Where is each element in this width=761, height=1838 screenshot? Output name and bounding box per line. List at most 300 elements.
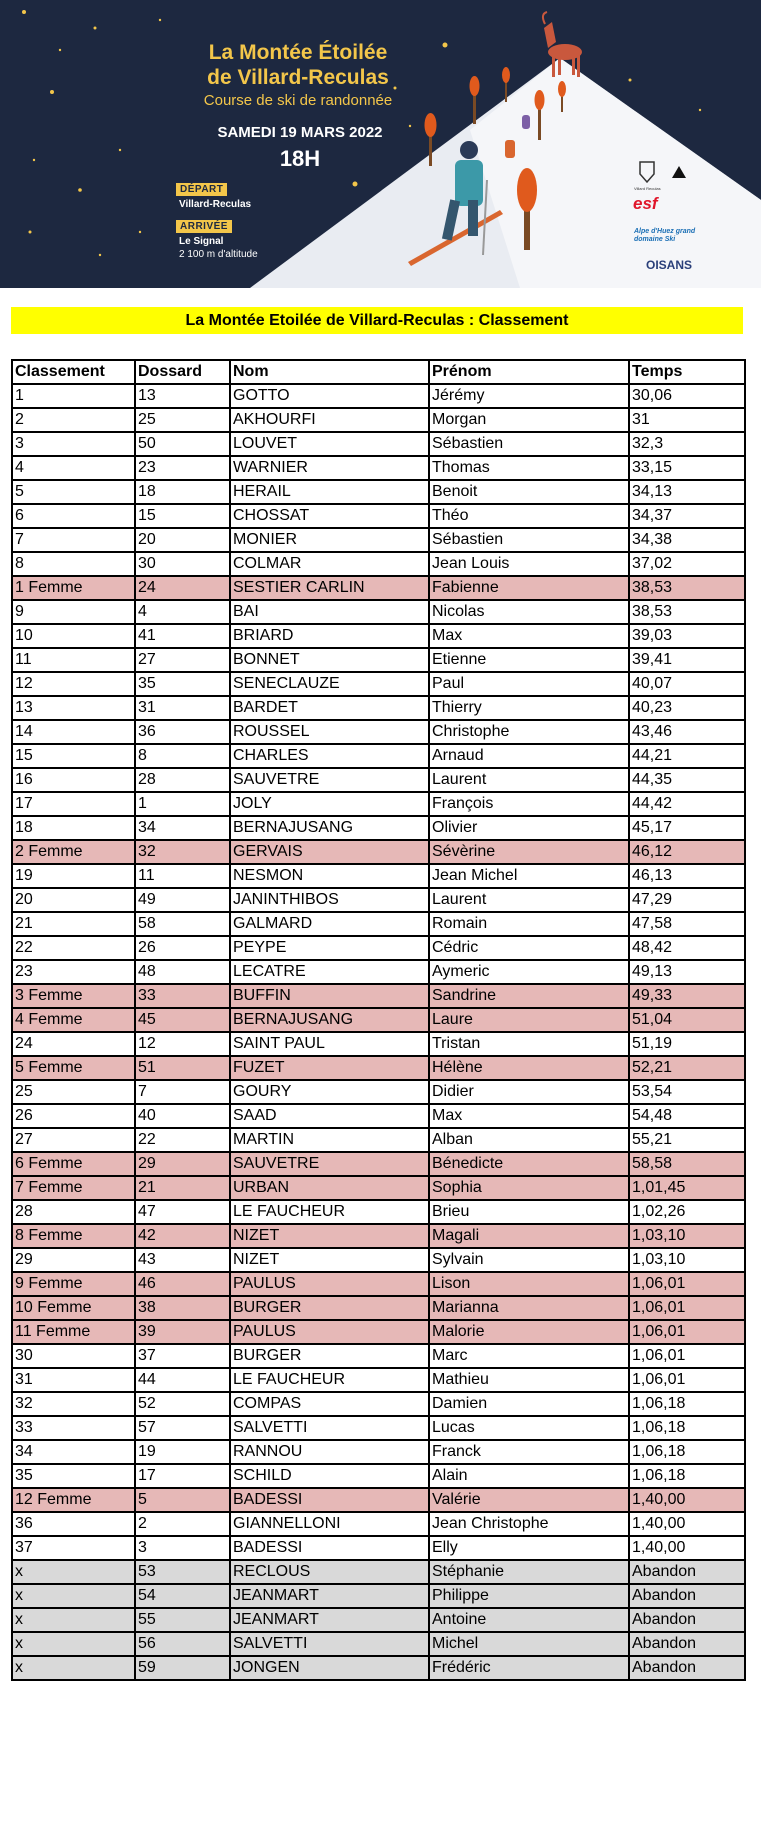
cell-nom: SAUVETRE bbox=[230, 1152, 429, 1176]
cell-classement: 2 bbox=[12, 408, 135, 432]
cell-dossard: 3 bbox=[135, 1536, 230, 1560]
cell-dossard: 23 bbox=[135, 456, 230, 480]
cell-dossard: 2 bbox=[135, 1512, 230, 1536]
cell-prenom: Morgan bbox=[429, 408, 629, 432]
cell-classement: 31 bbox=[12, 1368, 135, 1392]
cell-classement: 22 bbox=[12, 936, 135, 960]
results-table bbox=[11, 359, 746, 1681]
cell-temps: 1,03,10 bbox=[629, 1248, 745, 1272]
cell-temps: 1,06,01 bbox=[629, 1272, 745, 1296]
cell-dossard: 37 bbox=[135, 1344, 230, 1368]
cell-classement: 7 bbox=[12, 528, 135, 552]
table-row bbox=[12, 816, 745, 840]
cell-prenom: Stéphanie bbox=[429, 1560, 629, 1584]
cell-temps: 47,29 bbox=[629, 888, 745, 912]
cell-prenom: Laurent bbox=[429, 768, 629, 792]
villard-reculas-logo bbox=[634, 160, 694, 186]
banner-title-line2: de Villard-Reculas bbox=[207, 66, 389, 89]
cell-dossard: 42 bbox=[135, 1224, 230, 1248]
cell-prenom: Jean Michel bbox=[429, 864, 629, 888]
cell-nom: JOLY bbox=[230, 792, 429, 816]
cell-nom: JONGEN bbox=[230, 1656, 429, 1680]
cell-prenom: Tristan bbox=[429, 1032, 629, 1056]
cell-classement: 6 bbox=[12, 504, 135, 528]
cell-nom: GOURY bbox=[230, 1080, 429, 1104]
cell-prenom: Jean Christophe bbox=[429, 1512, 629, 1536]
table-row bbox=[12, 792, 745, 816]
cell-dossard: 1 bbox=[135, 792, 230, 816]
cell-dossard: 19 bbox=[135, 1440, 230, 1464]
cell-dossard: 29 bbox=[135, 1152, 230, 1176]
cell-prenom: Olivier bbox=[429, 816, 629, 840]
cell-prenom: Sylvain bbox=[429, 1248, 629, 1272]
cell-prenom: Paul bbox=[429, 672, 629, 696]
cell-temps: 1,06,18 bbox=[629, 1416, 745, 1440]
table-row bbox=[12, 1488, 745, 1512]
cell-nom: PEYPE bbox=[230, 936, 429, 960]
sponsor-villard-label: Villard Reculas bbox=[634, 186, 661, 191]
table-row bbox=[12, 744, 745, 768]
cell-nom: GALMARD bbox=[230, 912, 429, 936]
cell-nom: BERNAJUSANG bbox=[230, 1008, 429, 1032]
table-row bbox=[12, 1224, 745, 1248]
cell-nom: NESMON bbox=[230, 864, 429, 888]
table-row bbox=[12, 912, 745, 936]
cell-classement: 8 Femme bbox=[12, 1224, 135, 1248]
cell-classement: 3 Femme bbox=[12, 984, 135, 1008]
cell-prenom: Théo bbox=[429, 504, 629, 528]
cell-nom: NIZET bbox=[230, 1248, 429, 1272]
table-row bbox=[12, 888, 745, 912]
cell-dossard: 46 bbox=[135, 1272, 230, 1296]
cell-temps: 1,06,18 bbox=[629, 1392, 745, 1416]
cell-dossard: 7 bbox=[135, 1080, 230, 1104]
cell-prenom: Frédéric bbox=[429, 1656, 629, 1680]
table-row bbox=[12, 1512, 745, 1536]
cell-dossard: 30 bbox=[135, 552, 230, 576]
cell-dossard: 49 bbox=[135, 888, 230, 912]
cell-classement: 15 bbox=[12, 744, 135, 768]
cell-classement: 9 Femme bbox=[12, 1272, 135, 1296]
cell-prenom: Fabienne bbox=[429, 576, 629, 600]
cell-temps: 37,02 bbox=[629, 552, 745, 576]
cell-prenom: Romain bbox=[429, 912, 629, 936]
header-prenom: Prénom bbox=[429, 360, 629, 384]
cell-dossard: 13 bbox=[135, 384, 230, 408]
cell-classement: 4 bbox=[12, 456, 135, 480]
cell-classement: 9 bbox=[12, 600, 135, 624]
cell-dossard: 59 bbox=[135, 1656, 230, 1680]
cell-nom: RECLOUS bbox=[230, 1560, 429, 1584]
cell-classement: 25 bbox=[12, 1080, 135, 1104]
cell-temps: Abandon bbox=[629, 1584, 745, 1608]
cell-dossard: 5 bbox=[135, 1488, 230, 1512]
cell-prenom: Arnaud bbox=[429, 744, 629, 768]
cell-dossard: 20 bbox=[135, 528, 230, 552]
cell-temps: 38,53 bbox=[629, 600, 745, 624]
cell-prenom: Philippe bbox=[429, 1584, 629, 1608]
cell-temps: 40,07 bbox=[629, 672, 745, 696]
cell-classement: 33 bbox=[12, 1416, 135, 1440]
cell-dossard: 40 bbox=[135, 1104, 230, 1128]
cell-nom: ROUSSEL bbox=[230, 720, 429, 744]
cell-prenom: Michel bbox=[429, 1632, 629, 1656]
cell-classement: 1 Femme bbox=[12, 576, 135, 600]
cell-dossard: 56 bbox=[135, 1632, 230, 1656]
cell-temps: 43,46 bbox=[629, 720, 745, 744]
cell-temps: 32,3 bbox=[629, 432, 745, 456]
arrivee-place: Le Signal bbox=[179, 236, 224, 247]
table-row bbox=[12, 720, 745, 744]
cell-nom: BURGER bbox=[230, 1296, 429, 1320]
cell-temps: 1,03,10 bbox=[629, 1224, 745, 1248]
table-row bbox=[12, 456, 745, 480]
table-row bbox=[12, 1032, 745, 1056]
cell-classement: x bbox=[12, 1656, 135, 1680]
cell-temps: 1,01,45 bbox=[629, 1176, 745, 1200]
cell-nom: PAULUS bbox=[230, 1272, 429, 1296]
cell-nom: JANINTHIBOS bbox=[230, 888, 429, 912]
cell-dossard: 38 bbox=[135, 1296, 230, 1320]
cell-prenom: Max bbox=[429, 1104, 629, 1128]
banner-title-line1: La Montée Étoilée bbox=[208, 41, 388, 64]
cell-classement: 16 bbox=[12, 768, 135, 792]
cell-dossard: 32 bbox=[135, 840, 230, 864]
esf-logo: esf bbox=[633, 194, 658, 213]
cell-temps: 1,40,00 bbox=[629, 1536, 745, 1560]
cell-prenom: Sébastien bbox=[429, 528, 629, 552]
cell-nom: LOUVET bbox=[230, 432, 429, 456]
cell-nom: SALVETTI bbox=[230, 1632, 429, 1656]
cell-nom: BERNAJUSANG bbox=[230, 816, 429, 840]
cell-classement: 26 bbox=[12, 1104, 135, 1128]
cell-nom: GOTTO bbox=[230, 384, 429, 408]
cell-temps: 40,23 bbox=[629, 696, 745, 720]
cell-dossard: 17 bbox=[135, 1464, 230, 1488]
cell-prenom: Jean Louis bbox=[429, 552, 629, 576]
cell-prenom: Thomas bbox=[429, 456, 629, 480]
cell-dossard: 36 bbox=[135, 720, 230, 744]
banner-date: SAMEDI 19 MARS 2022 bbox=[217, 124, 383, 141]
cell-temps: 39,41 bbox=[629, 648, 745, 672]
cell-nom: GERVAIS bbox=[230, 840, 429, 864]
cell-temps: 55,21 bbox=[629, 1128, 745, 1152]
table-row bbox=[12, 1128, 745, 1152]
cell-nom: MONIER bbox=[230, 528, 429, 552]
cell-temps: 51,04 bbox=[629, 1008, 745, 1032]
cell-nom: BADESSI bbox=[230, 1488, 429, 1512]
cell-dossard: 51 bbox=[135, 1056, 230, 1080]
banner-subtitle: Course de ski de randonnée bbox=[203, 92, 393, 109]
cell-temps: 38,53 bbox=[629, 576, 745, 600]
cell-nom: JEANMART bbox=[230, 1608, 429, 1632]
cell-classement: 7 Femme bbox=[12, 1176, 135, 1200]
cell-classement: 17 bbox=[12, 792, 135, 816]
table-row bbox=[12, 1368, 745, 1392]
table-row bbox=[12, 1104, 745, 1128]
cell-temps: 44,35 bbox=[629, 768, 745, 792]
cell-dossard: 45 bbox=[135, 1008, 230, 1032]
oisans-logo: OISANS bbox=[646, 258, 693, 272]
table-row bbox=[12, 1536, 745, 1560]
cell-classement: 4 Femme bbox=[12, 1008, 135, 1032]
table-row bbox=[12, 1008, 745, 1032]
results-body bbox=[12, 384, 745, 1680]
cell-temps: 1,06,18 bbox=[629, 1440, 745, 1464]
cell-classement: 8 bbox=[12, 552, 135, 576]
table-row bbox=[12, 480, 745, 504]
cell-temps: 1,06,01 bbox=[629, 1320, 745, 1344]
cell-dossard: 58 bbox=[135, 912, 230, 936]
table-row bbox=[12, 1632, 745, 1656]
cell-dossard: 8 bbox=[135, 744, 230, 768]
cell-dossard: 33 bbox=[135, 984, 230, 1008]
cell-classement: 37 bbox=[12, 1536, 135, 1560]
cell-classement: 27 bbox=[12, 1128, 135, 1152]
cell-dossard: 27 bbox=[135, 648, 230, 672]
cell-prenom: Benoit bbox=[429, 480, 629, 504]
table-row bbox=[12, 1176, 745, 1200]
cell-prenom: Hélène bbox=[429, 1056, 629, 1080]
cell-temps: 46,12 bbox=[629, 840, 745, 864]
cell-prenom: Damien bbox=[429, 1392, 629, 1416]
table-row bbox=[12, 1272, 745, 1296]
cell-prenom: Aymeric bbox=[429, 960, 629, 984]
cell-nom: AKHOURFI bbox=[230, 408, 429, 432]
cell-classement: 12 Femme bbox=[12, 1488, 135, 1512]
table-row bbox=[12, 1584, 745, 1608]
cell-nom: BONNET bbox=[230, 648, 429, 672]
cell-prenom: Mathieu bbox=[429, 1368, 629, 1392]
cell-nom: BURGER bbox=[230, 1344, 429, 1368]
cell-classement: 5 bbox=[12, 480, 135, 504]
table-row bbox=[12, 1416, 745, 1440]
cell-nom: GIANNELLONI bbox=[230, 1512, 429, 1536]
arrivee-tag: ARRIVÉE bbox=[176, 220, 232, 233]
cell-prenom: Laure bbox=[429, 1008, 629, 1032]
cell-nom: SESTIER CARLIN bbox=[230, 576, 429, 600]
cell-dossard: 41 bbox=[135, 624, 230, 648]
cell-classement: 12 bbox=[12, 672, 135, 696]
table-row bbox=[12, 1248, 745, 1272]
cell-temps: 49,33 bbox=[629, 984, 745, 1008]
cell-temps: 58,58 bbox=[629, 1152, 745, 1176]
cell-temps: 1,06,01 bbox=[629, 1296, 745, 1320]
cell-classement: 19 bbox=[12, 864, 135, 888]
cell-dossard: 52 bbox=[135, 1392, 230, 1416]
cell-temps: 1,06,01 bbox=[629, 1344, 745, 1368]
cell-classement: 30 bbox=[12, 1344, 135, 1368]
table-row bbox=[12, 384, 745, 408]
cell-classement: 20 bbox=[12, 888, 135, 912]
cell-temps: 52,21 bbox=[629, 1056, 745, 1080]
cell-dossard: 43 bbox=[135, 1248, 230, 1272]
cell-dossard: 31 bbox=[135, 696, 230, 720]
cell-dossard: 34 bbox=[135, 816, 230, 840]
table-row bbox=[12, 1200, 745, 1224]
cell-classement: x bbox=[12, 1632, 135, 1656]
cell-dossard: 53 bbox=[135, 1560, 230, 1584]
cell-nom: BAI bbox=[230, 600, 429, 624]
cell-prenom: Max bbox=[429, 624, 629, 648]
cell-classement: 3 bbox=[12, 432, 135, 456]
table-row bbox=[12, 504, 745, 528]
table-row bbox=[12, 1608, 745, 1632]
cell-nom: LE FAUCHEUR bbox=[230, 1368, 429, 1392]
cell-temps: 45,17 bbox=[629, 816, 745, 840]
table-row bbox=[12, 1392, 745, 1416]
cell-temps: 1,40,00 bbox=[629, 1488, 745, 1512]
cell-dossard: 18 bbox=[135, 480, 230, 504]
cell-dossard: 47 bbox=[135, 1200, 230, 1224]
cell-dossard: 21 bbox=[135, 1176, 230, 1200]
table-row bbox=[12, 1320, 745, 1344]
table-row bbox=[12, 408, 745, 432]
cell-nom: LECATRE bbox=[230, 960, 429, 984]
cell-prenom: Jérémy bbox=[429, 384, 629, 408]
cell-temps: 34,37 bbox=[629, 504, 745, 528]
cell-nom: PAULUS bbox=[230, 1320, 429, 1344]
cell-nom: CHOSSAT bbox=[230, 504, 429, 528]
cell-nom: SALVETTI bbox=[230, 1416, 429, 1440]
cell-dossard: 24 bbox=[135, 576, 230, 600]
cell-temps: 49,13 bbox=[629, 960, 745, 984]
cell-dossard: 26 bbox=[135, 936, 230, 960]
table-row bbox=[12, 960, 745, 984]
cell-temps: 44,42 bbox=[629, 792, 745, 816]
cell-nom: BARDET bbox=[230, 696, 429, 720]
cell-prenom: Cédric bbox=[429, 936, 629, 960]
cell-nom: HERAIL bbox=[230, 480, 429, 504]
cell-nom: COLMAR bbox=[230, 552, 429, 576]
table-row bbox=[12, 576, 745, 600]
table-row bbox=[12, 672, 745, 696]
cell-classement: 23 bbox=[12, 960, 135, 984]
table-row bbox=[12, 768, 745, 792]
cell-dossard: 28 bbox=[135, 768, 230, 792]
cell-temps: 31 bbox=[629, 408, 745, 432]
cell-prenom: Didier bbox=[429, 1080, 629, 1104]
table-row bbox=[12, 696, 745, 720]
cell-classement: 36 bbox=[12, 1512, 135, 1536]
cell-temps: 51,19 bbox=[629, 1032, 745, 1056]
cell-classement: 11 Femme bbox=[12, 1320, 135, 1344]
cell-prenom: Nicolas bbox=[429, 600, 629, 624]
cell-temps: 1,40,00 bbox=[629, 1512, 745, 1536]
cell-prenom: Sévèrine bbox=[429, 840, 629, 864]
cell-classement: 14 bbox=[12, 720, 135, 744]
cell-nom: SENECLAUZE bbox=[230, 672, 429, 696]
alpe-dhuez-logo: Alpe d'Huez grand domaine Ski bbox=[634, 228, 696, 243]
cell-classement: x bbox=[12, 1608, 135, 1632]
cell-nom: SCHILD bbox=[230, 1464, 429, 1488]
cell-prenom: Lucas bbox=[429, 1416, 629, 1440]
event-banner bbox=[0, 0, 761, 288]
cell-classement: 10 Femme bbox=[12, 1296, 135, 1320]
cell-prenom: Antoine bbox=[429, 1608, 629, 1632]
cell-prenom: Laurent bbox=[429, 888, 629, 912]
cell-nom: URBAN bbox=[230, 1176, 429, 1200]
cell-prenom: Marc bbox=[429, 1344, 629, 1368]
banner-title bbox=[178, 40, 418, 90]
cell-prenom: Sébastien bbox=[429, 432, 629, 456]
cell-prenom: Sandrine bbox=[429, 984, 629, 1008]
cell-prenom: Thierry bbox=[429, 696, 629, 720]
header-dossard: Dossard bbox=[135, 360, 230, 384]
depart-tag: DÉPART bbox=[176, 183, 227, 196]
table-row bbox=[12, 1656, 745, 1680]
cell-classement: 34 bbox=[12, 1440, 135, 1464]
cell-classement: x bbox=[12, 1560, 135, 1584]
cell-nom: CHARLES bbox=[230, 744, 429, 768]
table-row bbox=[12, 1152, 745, 1176]
cell-classement: 13 bbox=[12, 696, 135, 720]
table-row bbox=[12, 936, 745, 960]
cell-dossard: 50 bbox=[135, 432, 230, 456]
cell-nom: RANNOU bbox=[230, 1440, 429, 1464]
cell-classement: 28 bbox=[12, 1200, 135, 1224]
cell-dossard: 4 bbox=[135, 600, 230, 624]
cell-temps: Abandon bbox=[629, 1632, 745, 1656]
cell-nom: MARTIN bbox=[230, 1128, 429, 1152]
cell-temps: 46,13 bbox=[629, 864, 745, 888]
cell-prenom: Elly bbox=[429, 1536, 629, 1560]
cell-classement: 32 bbox=[12, 1392, 135, 1416]
cell-temps: 34,38 bbox=[629, 528, 745, 552]
table-row bbox=[12, 624, 745, 648]
cell-temps: 1,02,26 bbox=[629, 1200, 745, 1224]
cell-prenom: Marianna bbox=[429, 1296, 629, 1320]
cell-prenom: François bbox=[429, 792, 629, 816]
table-row bbox=[12, 1296, 745, 1320]
table-row bbox=[12, 1560, 745, 1584]
cell-prenom: Valérie bbox=[429, 1488, 629, 1512]
cell-temps: 48,42 bbox=[629, 936, 745, 960]
table-header-row bbox=[12, 360, 745, 384]
header-nom: Nom bbox=[230, 360, 429, 384]
table-row bbox=[12, 648, 745, 672]
cell-prenom: Bénedicte bbox=[429, 1152, 629, 1176]
cell-classement: 18 bbox=[12, 816, 135, 840]
table-row bbox=[12, 600, 745, 624]
cell-nom: BRIARD bbox=[230, 624, 429, 648]
cell-nom: LE FAUCHEUR bbox=[230, 1200, 429, 1224]
cell-temps: 44,21 bbox=[629, 744, 745, 768]
cell-classement: 10 bbox=[12, 624, 135, 648]
table-row bbox=[12, 1080, 745, 1104]
cell-temps: 33,15 bbox=[629, 456, 745, 480]
cell-dossard: 22 bbox=[135, 1128, 230, 1152]
cell-temps: 34,13 bbox=[629, 480, 745, 504]
cell-prenom: Lison bbox=[429, 1272, 629, 1296]
table-row bbox=[12, 1440, 745, 1464]
table-row bbox=[12, 528, 745, 552]
cell-classement: 35 bbox=[12, 1464, 135, 1488]
table-row bbox=[12, 1344, 745, 1368]
cell-classement: 1 bbox=[12, 384, 135, 408]
header-temps: Temps bbox=[629, 360, 745, 384]
cell-classement: 5 Femme bbox=[12, 1056, 135, 1080]
cell-dossard: 44 bbox=[135, 1368, 230, 1392]
cell-prenom: Malorie bbox=[429, 1320, 629, 1344]
cell-temps: Abandon bbox=[629, 1656, 745, 1680]
cell-prenom: Etienne bbox=[429, 648, 629, 672]
cell-prenom: Brieu bbox=[429, 1200, 629, 1224]
depart-place: Villard-Reculas bbox=[179, 199, 252, 210]
cell-temps: 53,54 bbox=[629, 1080, 745, 1104]
cell-temps: 54,48 bbox=[629, 1104, 745, 1128]
page-title: La Montée Etoilée de Villard-Reculas : Classement bbox=[11, 307, 743, 334]
